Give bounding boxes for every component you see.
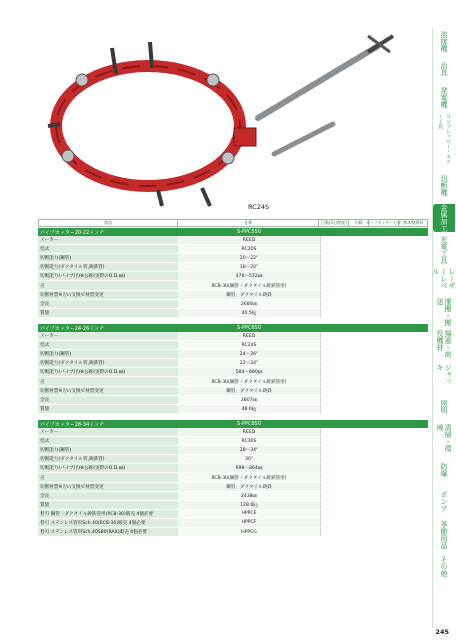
spec-row [38, 291, 428, 300]
spec-label: 切断材質※刃の交換で材質変更 [38, 291, 178, 299]
spec-row [38, 483, 428, 492]
sidebar-tab-label: 発電機 [440, 86, 448, 108]
section-title-bar [38, 420, 428, 428]
section-title: パイプカッター24-26インチ [40, 325, 105, 332]
sidebar-tab-label: 照明 [440, 400, 448, 414]
spec-label: 質量 [38, 309, 178, 317]
product-caption: RC24S [248, 203, 270, 211]
spec-value: 18～20" [178, 263, 320, 271]
empty-cell [320, 291, 428, 299]
spec-row [38, 359, 428, 368]
sidebar-tab-label: ポンプ [440, 490, 448, 512]
header-cell: 円数 [349, 220, 369, 226]
spec-label: 切断能力(ダクタイル管,鋳鉄管) [38, 263, 178, 271]
spec-row [38, 492, 428, 501]
empty-cell [320, 368, 428, 376]
empty-cell [320, 455, 428, 463]
spec-label: 替刃 ステンレス管用Sch.40S80(RAX)販売 4個必要 [38, 528, 178, 536]
product-section [38, 228, 428, 318]
spec-value: RC8-30(鋼管・ダクタイル鋳鉄管用) [178, 377, 320, 385]
sidebar-tab-label: その他 [440, 555, 448, 577]
empty-cell [320, 272, 428, 280]
spec-row [38, 455, 428, 464]
empty-cell [320, 428, 428, 436]
spec-row [38, 263, 428, 272]
spec-row [38, 428, 428, 437]
spec-row [38, 309, 428, 318]
sidebar-tab[interactable] [433, 330, 455, 360]
spec-row [38, 519, 428, 528]
header-cell: セーフティチーピオ [366, 220, 402, 225]
sidebar-tab[interactable] [433, 364, 455, 390]
spec-value: 24～26" [178, 350, 320, 358]
spec-value: 584～660㎜ [178, 368, 320, 376]
spec-row [38, 510, 428, 519]
sidebar-tab-label: 切断機 [440, 174, 448, 196]
spec-label: 切断能力(パイプ径)※公称(実際のO.D.㎜) [38, 464, 178, 472]
empty-cell [320, 359, 428, 367]
empty-cell [320, 387, 428, 395]
sidebar-tab-label: 防爆 [440, 463, 448, 477]
spec-label: 刃 [38, 281, 178, 289]
sidebar-tab-label: コンプレッサー・エアー工具 [437, 114, 451, 164]
spec-value: 128.6㎏ [178, 501, 320, 509]
sidebar-tab[interactable] [433, 170, 455, 200]
spec-label: 替刃 鋼管・ダクタイル鋳鉄管用(RC8-30)販売 4個必要 [38, 510, 178, 518]
spec-value: 鋼管、ダクタイル鋳鉄 [178, 387, 320, 395]
spec-value: REED [178, 332, 320, 340]
spec-row [38, 245, 428, 254]
sidebar-tab[interactable] [433, 114, 455, 166]
spec-row [38, 368, 428, 377]
spec-row [38, 446, 428, 455]
empty-cell [320, 377, 428, 385]
section-title: パイプカッター28-34インチ [40, 421, 105, 428]
table-header [38, 219, 428, 227]
spec-value: 476～572㎜ [178, 272, 320, 280]
spec-label: 型式 [38, 245, 178, 253]
sidebar-tab[interactable] [433, 204, 455, 232]
sidebar-tab-label: レーザーレベル [432, 268, 456, 289]
spec-row [38, 528, 428, 537]
empty-cell [320, 332, 428, 340]
spec-label: 質量 [38, 405, 178, 413]
section-title-bar [38, 228, 428, 236]
section-code: S-PPC850 [236, 421, 262, 427]
sidebar-tab[interactable] [433, 84, 455, 110]
spec-row [38, 437, 428, 446]
spec-row [38, 464, 428, 473]
empty-cell [320, 300, 428, 308]
spec-row [38, 405, 428, 414]
spec-value: 28～34" [178, 446, 320, 454]
spec-value: 698～864㎜ [178, 464, 320, 472]
empty-cell [320, 396, 428, 404]
spec-label: 切断材質※刃の交換で材質変更 [38, 483, 178, 491]
empty-cell [320, 483, 428, 491]
sidebar-tab-label: 揚重・荷役機材 [436, 330, 452, 358]
spec-label: 刃 [38, 473, 178, 481]
empty-cell [320, 350, 428, 358]
header-cell: 日数(3日程度) [319, 220, 349, 226]
spec-value: 鋼管、ダクタイル鋳鉄 [178, 291, 320, 299]
spec-row [38, 387, 428, 396]
spec-value: 40.5㎏ [178, 309, 320, 317]
empty-cell [320, 528, 428, 536]
spec-value: RC8-30(鋼管・ダクタイル鋳鉄管用) [178, 473, 320, 481]
sidebar-tab[interactable] [433, 486, 455, 516]
spec-row [38, 396, 428, 405]
sidebar-tab-label: 充電工具 [440, 236, 448, 264]
spec-label: 型式 [38, 437, 178, 445]
empty-cell [320, 519, 428, 527]
spec-value: 48.6㎏ [178, 405, 320, 413]
spec-label: 切断能力(鋼管) [38, 350, 178, 358]
sidebar-tab-label: 金属加工 [440, 204, 448, 232]
spec-row [38, 377, 428, 386]
empty-cell [320, 437, 428, 445]
section-code: S-PPC650 [236, 325, 262, 331]
sidebar-tab[interactable] [433, 58, 455, 80]
sidebar-tab[interactable] [433, 394, 455, 420]
category-sidebar [433, 28, 455, 582]
empty-cell [320, 464, 428, 472]
spec-label: 替刃 ステンレス管用Sch.40(RC8-36)販売 4個必要 [38, 519, 178, 527]
spec-value: 2680㎜ [178, 300, 320, 308]
empty-cell [320, 263, 428, 271]
spec-label: 切断能力(ダクタイル管,鋳鉄管) [38, 455, 178, 463]
spec-label: 切断能力(パイプ径)※公称(実際のO.D.㎜) [38, 368, 178, 376]
spec-value: REED [178, 236, 320, 244]
empty-cell [320, 236, 428, 244]
product-section [38, 324, 428, 414]
header-cell: 商品 [39, 220, 178, 226]
spec-value: RC24S [178, 341, 320, 349]
empty-cell [320, 245, 428, 253]
spec-row [38, 473, 428, 482]
spec-label: 全長 [38, 396, 178, 404]
spec-value: RC20S [178, 245, 320, 253]
spec-label: メーカー [38, 236, 178, 244]
spec-label: 質量 [38, 501, 178, 509]
spec-value: 20～22" [178, 254, 320, 262]
spec-value: 2807㎜ [178, 396, 320, 404]
sidebar-tab-label: 季節用品 [440, 521, 448, 549]
spec-row [38, 501, 428, 510]
spec-label: 全長 [38, 300, 178, 308]
spec-value: 2438㎜ [178, 492, 320, 500]
spec-label: 切断能力(鋼管) [38, 254, 178, 262]
spec-value: RC30S [178, 437, 320, 445]
spec-row [38, 236, 428, 245]
spec-value: HPPCE [178, 510, 320, 518]
spec-value: 鋼管、ダクタイル鋳鉄 [178, 483, 320, 491]
spec-value: RC8-30(鋼管・ダクタイル鋳鉄管用) [178, 281, 320, 289]
spec-label: メーカー [38, 332, 178, 340]
sidebar-tab[interactable] [433, 298, 455, 326]
empty-cell [320, 405, 428, 413]
section-code: S-PPC550 [236, 229, 262, 235]
empty-cell [320, 341, 428, 349]
spec-value: HPPCG [178, 528, 320, 536]
empty-cell [320, 473, 428, 481]
sidebar-tab[interactable] [433, 458, 455, 482]
section-title: パイプカッター20-22インチ [40, 229, 105, 236]
sidebar-tab-label: 運搬・搬送 [436, 298, 452, 326]
spec-label: 切断能力(鋼管) [38, 446, 178, 454]
sidebar-tab-label: 治具 [440, 62, 448, 76]
spec-row [38, 350, 428, 359]
sidebar-tab-label: 清掃・環境 [436, 424, 452, 452]
sidebar-tab[interactable] [433, 554, 455, 578]
pipe-cutter-illustration [38, 28, 398, 210]
spec-row [38, 254, 428, 263]
empty-cell [320, 309, 428, 317]
sidebar-tab-label: ジャッキ [436, 364, 452, 385]
spec-label: 型式 [38, 341, 178, 349]
spec-row [38, 281, 428, 290]
section-title-bar [38, 324, 428, 332]
spec-value: REED [178, 428, 320, 436]
spec-row [38, 272, 428, 281]
empty-cell [320, 510, 428, 518]
empty-cell [320, 501, 428, 509]
spec-label: 切断能力(パイプ径)※公称(実際のO.D.㎜) [38, 272, 178, 280]
product-section [38, 420, 428, 537]
empty-cell [320, 281, 428, 289]
sidebar-tab[interactable] [433, 236, 455, 264]
empty-cell [320, 254, 428, 262]
spec-value: 22～24" [178, 359, 320, 367]
spec-label: メーカー [38, 428, 178, 436]
empty-cell [320, 492, 428, 500]
spec-label: 全長 [38, 492, 178, 500]
sidebar-tab[interactable] [433, 28, 455, 54]
spec-label: 切断材質※刃の交換で材質変更 [38, 387, 178, 395]
empty-cell [320, 446, 428, 454]
spec-value: HPPCF [178, 519, 320, 527]
spec-row [38, 341, 428, 350]
spec-row [38, 332, 428, 341]
header-cell: 仕様 [178, 220, 319, 226]
spec-label: 刃 [38, 377, 178, 385]
sidebar-tab[interactable] [433, 268, 455, 294]
sidebar-tab-label: 溶接機 [440, 30, 448, 52]
header-cell: 基本整備料 [403, 220, 424, 225]
page-number: 245 [435, 628, 449, 636]
sidebar-tab[interactable] [433, 424, 455, 454]
sidebar-tab[interactable] [433, 520, 455, 550]
spec-row [38, 300, 428, 309]
spec-label: 切断能力(ダクタイル管,鋳鉄管) [38, 359, 178, 367]
spec-value: 30" [178, 455, 320, 463]
